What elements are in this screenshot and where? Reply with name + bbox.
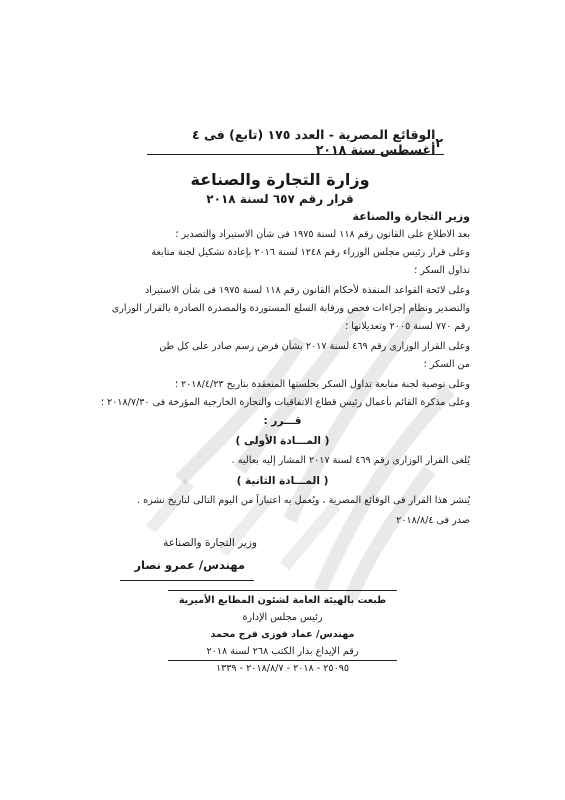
footer-chairman-title: رئيس مجلس الإدارة	[242, 612, 323, 623]
body-line: بعد الاطلاع على القانون رقم ١١٨ لسنة ١٩٧٥ فى شأن الاستيراد والتصدير ؛	[175, 229, 470, 240]
body-line: وعلى مذكرة القائم بأعمال رئيس قطاع الاتفاقيات والتجارة الخارجية المؤرخة فى ٢٠١٨/٧/٣٠ ؛	[100, 397, 470, 408]
signatory-title: وزير التجارة والصناعة	[163, 537, 257, 549]
footer-printed-by: طبعت بالهيئة العامة لشئون المطابع الأميرية	[178, 595, 387, 606]
page-number: ٢	[435, 134, 443, 150]
body-line: والتصدير ونظام إجراءات فحص ورقابة السلع المستوردة والمصدرة الصادرة بالقرار الوزارى	[111, 303, 470, 314]
footer-chairman-name: مهندس/ عماد فوزى فرج محمد	[210, 629, 355, 640]
running-header	[148, 127, 443, 157]
body-line: وعلى توصية لجنة متابعة تداول السكر بجلستها المنعقدة بتاريخ ٢٠١٨/٤/٢٣ ؛	[174, 379, 470, 390]
signatory-name: مهندس/ عمرو نصار	[134, 558, 245, 572]
body-line: تداول السكر ؛	[414, 265, 470, 276]
footer-top-rule	[168, 590, 397, 591]
article-1-heading: ( المـــادة الأولى )	[235, 435, 330, 447]
issue-date: صدر فى ٢٠١٨/٨/٤	[396, 515, 470, 526]
footer-codes: ٢٥٠٩٥ - ٢٠١٨ - ٢٠١٨/٨/٧ - ١٣٣٩	[215, 663, 350, 674]
article-2-text: يُنشر هذا القرار فى الوقائع المصرية ، ويُعمل به اعتباراً من اليوم التالى لتاريخ نشره .	[137, 495, 470, 506]
footer-middle-rule	[168, 660, 397, 661]
signature-divider	[120, 580, 254, 581]
header-divider	[147, 154, 444, 155]
decree-title: قرار رقم ٦٥٧ لسنة ٢٠١٨	[206, 192, 354, 206]
body-line: من السكر ؛	[423, 359, 470, 370]
body-line: وعلى القرار الوزارى رقم ٤٦٩ لسنة ٢٠١٧ بشأن فرض رسم صادر على كل طن	[159, 341, 470, 352]
running-title: الوقائع المصرية - العدد ١٧٥ (تابع) فى ٤ أغسطس سنة ٢٠١٨	[191, 127, 436, 157]
body-line: وعلى قرار رئيس مجلس الوزراء رقم ١٢٤٨ لسنة ٢٠١٦ بإعادة تشكيل لجنة متابعة	[151, 247, 470, 258]
article-2-heading: ( المـــادة الثانية )	[236, 475, 329, 487]
minister-intro: وزير التجارة والصناعة	[352, 210, 470, 223]
decides-heading: قـــرر :	[263, 415, 302, 427]
body-line: وعلى لائحة القواعد المنفذة لأحكام القانون رقم ١١٨ لسنة ١٩٧٥ فى شأن الاستيراد	[145, 285, 470, 296]
article-1-text: يُلغى القرار الوزارى رقم ٤٦٩ لسنة ٢٠١٧ المشار إليه بعاليه .	[231, 455, 470, 466]
footer-deposit-number: رقم الإيداع بدار الكتب ٢٦٨ لسنة ٢٠١٨	[206, 646, 359, 657]
ministry-title: وزارة التجارة والصناعة	[190, 170, 370, 189]
body-line: رقم ٧٧٠ لسنة ٢٠٠٥ وتعديلاتها ؛	[345, 321, 470, 332]
